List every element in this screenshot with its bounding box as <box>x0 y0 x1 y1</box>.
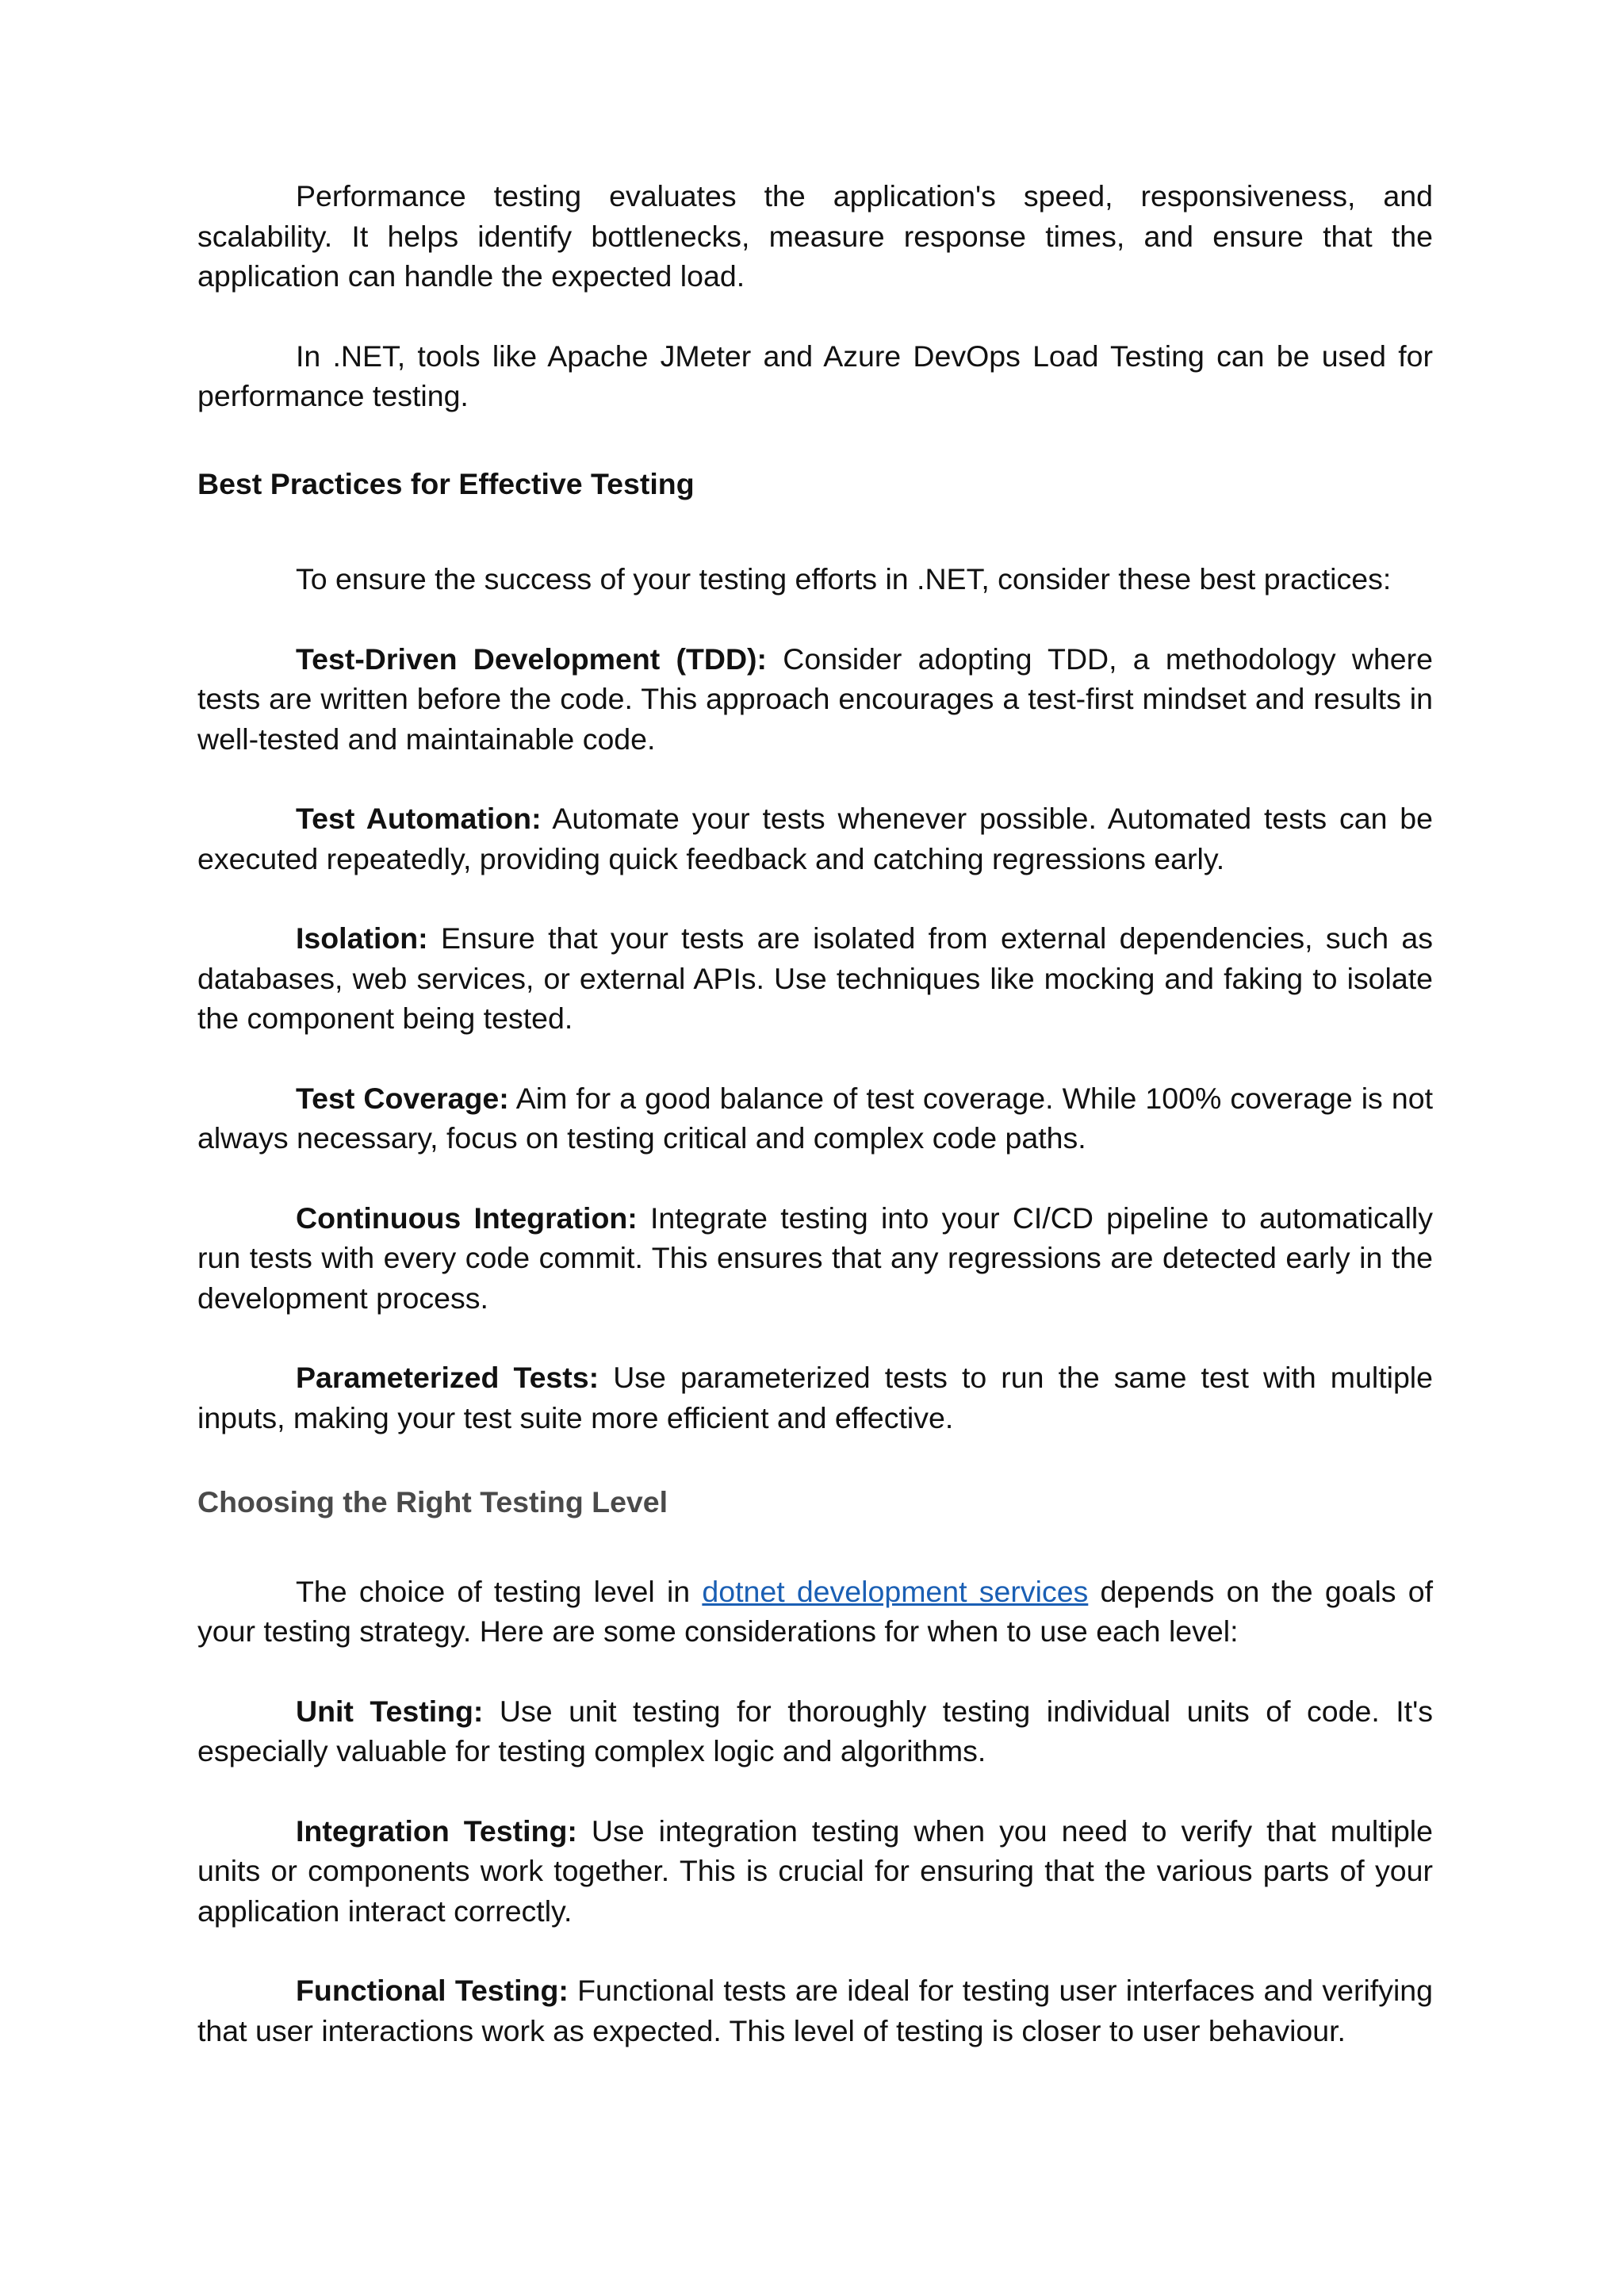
practice-title: Test-Driven Development (TDD): <box>296 641 768 676</box>
intro-text-start: The choice of testing level in <box>296 1574 703 1608</box>
practice-item <box>197 1198 1433 1319</box>
level-title: Integration Testing: <box>296 1813 577 1848</box>
level-title: Unit Testing: <box>296 1694 484 1728</box>
practice-title: Parameterized Tests: <box>296 1361 599 1394</box>
practice-text: Integrate testing into your CI/CD pipeline to automatically run tests with every code commit. This ensures that any regressions are detected early in the development process. <box>197 1201 1433 1315</box>
practice-title: Continuous Integration: <box>296 1201 638 1235</box>
level-text: Functional tests are ideal for testing user interfaces and verifying that user interactions work as expected. This level of testing is closer to user behaviour. <box>197 1974 1434 2047</box>
level-item <box>197 1811 1433 1932</box>
intro-text-end: depends on the goals of your testing strategy. Here are some considerations for when to use each level: <box>197 1574 1434 1648</box>
practice-item <box>197 1358 1433 1438</box>
practice-item <box>197 639 1433 760</box>
practice-item <box>197 918 1433 1039</box>
practice-title: Test Automation: <box>296 802 542 835</box>
level-item <box>197 1970 1433 2051</box>
level-text: Use integration testing when you need to verify that multiple units or components work together. This is crucial for ensuring that the various parts of your application interact correctly. <box>197 1813 1433 1928</box>
level-item <box>197 1691 1433 1771</box>
practice-item <box>197 1078 1433 1158</box>
best-practices-heading: Best Practices for Effective Testing <box>197 466 695 500</box>
practice-item <box>197 798 1433 879</box>
document-page <box>197 176 1433 2051</box>
practice-title: Isolation: <box>296 921 428 955</box>
level-title: Functional Testing: <box>296 1974 569 2007</box>
level-text: Use unit testing for thoroughly testing individual units of code. It's especially valuable for testing complex logic and algorithms. <box>197 1694 1433 1767</box>
performance-paragraph: Performance testing evaluates the application's speed, responsiveness, and scalability. It helps identify bottlenecks, measure response times, and ensure that the application can handle the expected load. <box>197 179 1433 293</box>
practice-title: Test Coverage: <box>296 1081 509 1115</box>
tools-paragraph: In .NET, tools like Apache JMeter and Azure DevOps Load Testing can be used for performance testing. <box>197 339 1433 412</box>
practice-text: Use parameterized tests to run the same test with multiple inputs, making your test suite more efficient and effective. <box>197 1361 1433 1434</box>
testing-level-heading: Choosing the Right Testing Level <box>197 1485 668 1518</box>
dotnet-services-link[interactable]: dotnet development services <box>702 1574 1089 1608</box>
testing-level-intro <box>197 1572 1433 1652</box>
practice-text: Aim for a good balance of test coverage. While 100% coverage is not always necessary, focus on testing critical and complex code paths. <box>197 1081 1433 1155</box>
practice-text: Ensure that your tests are isolated from external dependencies, such as databases, web services, or external APIs. Use techniques like mocking and faking to isolate the component being tested. <box>197 921 1433 1035</box>
best-practices-intro: To ensure the success of your testing efforts in .NET, consider these best practices: <box>296 562 1392 596</box>
practice-text: Automate your tests whenever possible. Automated tests can be executed repeatedly, providing quick feedback and catching regressions early. <box>197 802 1433 875</box>
practice-text: Consider adopting TDD, a methodology where tests are written before the code. This approach encourages a test-first mindset and results in well-tested and maintainable code. <box>197 641 1433 756</box>
